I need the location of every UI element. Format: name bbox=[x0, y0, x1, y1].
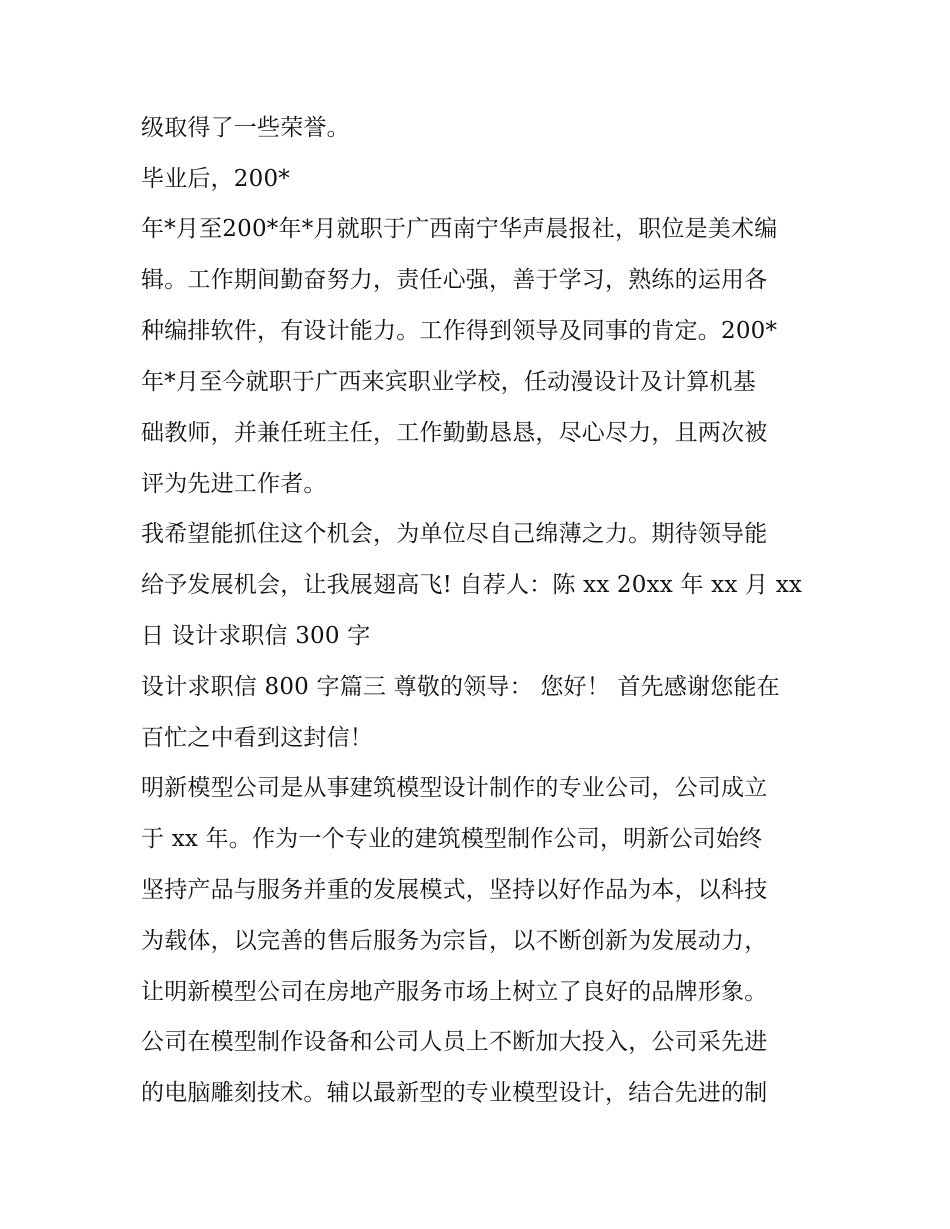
text-line: 评为先进工作者。 bbox=[141, 471, 327, 497]
text-line: 辑。工作期间勤奋努力，责任心强，善于学习，熟练的运用各 bbox=[141, 267, 768, 293]
text-line: 的电脑雕刻技术。辅以最新型的专业模型设计，结合先进的制 bbox=[141, 1080, 768, 1106]
text-line: 设计求职信 800 字篇三 尊敬的领导： 您好！ 首先感谢您能在 bbox=[141, 674, 780, 700]
text-line: 毕业后，200* bbox=[141, 166, 290, 192]
text-line: 给予发展机会，让我展翅高飞! 自荐人：陈 xx 20xx 年 xx 月 xx bbox=[141, 572, 803, 598]
text-line: 让明新模型公司在房地产服务市场上树立了良好的品牌形象。 bbox=[141, 979, 768, 1005]
text-line: 我希望能抓住这个机会，为单位尽自己绵薄之力。期待领导能 bbox=[141, 521, 768, 547]
text-line: 种编排软件，有设计能力。工作得到领导及同事的肯定。200* bbox=[141, 318, 778, 344]
text-line: 日 设计求职信 300 字 bbox=[141, 623, 371, 649]
text-line: 明新模型公司是从事建筑模型设计制作的专业公司，公司成立 bbox=[141, 775, 768, 801]
text-line: 年*月至今就职于广西来宾职业学校，任动漫设计及计算机基 bbox=[141, 369, 756, 395]
text-line: 为载体，以完善的售后服务为宗旨，以不断创新为发展动力， bbox=[141, 928, 768, 954]
text-line: 坚持产品与服务并重的发展模式，坚持以好作品为本，以科技 bbox=[141, 877, 768, 903]
text-line: 百忙之中看到这封信！ bbox=[141, 725, 373, 751]
text-line: 级取得了一些荣誉。 bbox=[141, 115, 350, 141]
text-line: 年*月至200*年*月就职于广西南宁华声晨报社，职位是美术编 bbox=[141, 216, 778, 242]
text-line: 于 xx 年。作为一个专业的建筑模型制作公司，明新公司始终 bbox=[141, 826, 763, 852]
text-line: 础教师，并兼任班主任，工作勤勤恳恳，尽心尽力，且两次被 bbox=[141, 420, 768, 446]
text-line: 公司在模型制作设备和公司人员上不断加大投入，公司采先进 bbox=[141, 1029, 768, 1055]
